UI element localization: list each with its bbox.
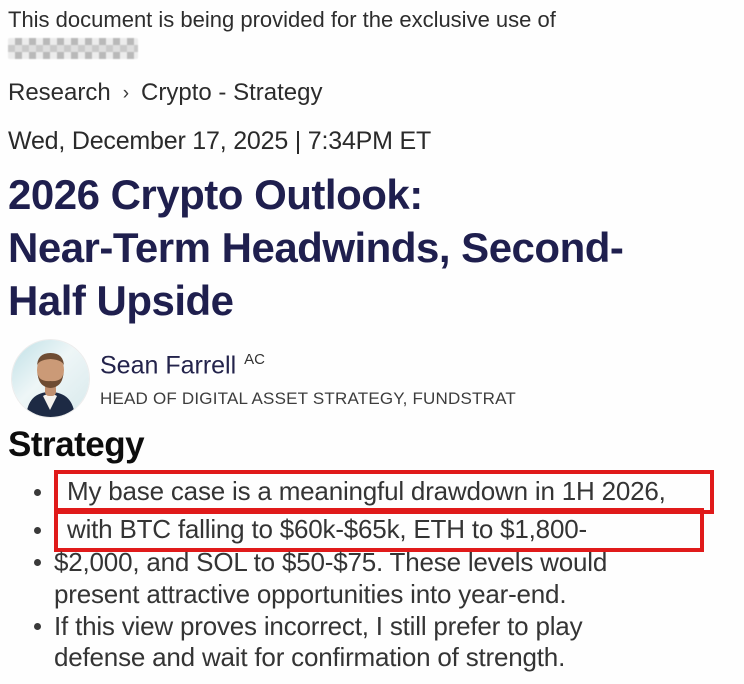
article-title	[8, 168, 623, 327]
bullet-text: present attractive opportunities into year-end.	[54, 579, 567, 609]
strategy-bullet-3-continued	[34, 579, 566, 610]
bullet-dot-icon	[34, 559, 41, 566]
article-title-line-1: 2026 Crypto Outlook:	[8, 171, 423, 218]
author-name-text: Sean Farrell	[100, 351, 237, 380]
author-avatar	[12, 340, 89, 417]
highlighted-text-box: My base case is a meaningful drawdown in 1H 2026,	[54, 470, 714, 514]
author-name[interactable]	[100, 351, 265, 380]
strategy-bullet-4	[34, 611, 582, 642]
bullet-dot-icon	[34, 527, 41, 534]
strategy-section-heading: Strategy	[8, 425, 145, 464]
bullet-dot-icon	[34, 623, 41, 630]
breadcrumb-crypto-strategy[interactable]: Crypto - Strategy	[141, 79, 323, 106]
bullet-dot-icon	[34, 489, 41, 496]
breadcrumb	[8, 79, 322, 107]
article-title-line-3: Half Upside	[8, 277, 234, 324]
strategy-bullet-4-continued	[34, 642, 565, 673]
redacted-recipient-name	[8, 38, 138, 59]
chevron-right-icon: ›	[122, 83, 130, 104]
breadcrumb-research[interactable]: Research	[8, 79, 111, 106]
author-ac-badge: AC	[244, 351, 266, 368]
bullet-text: $2,000, and SOL to $50-$75. These levels would	[54, 547, 608, 577]
publish-dateline: Wed, December 17, 2025 | 7:34PM ET	[8, 127, 432, 155]
highlighted-text-box: with BTC falling to $60k-$65k, ETH to $1,800-	[54, 508, 704, 552]
bullet-text: If this view proves incorrect, I still prefer to play	[54, 611, 583, 641]
exclusive-use-disclaimer: This document is being provided for the exclusive use of	[8, 7, 556, 32]
bullet-text: defense and wait for confirmation of strength.	[54, 642, 566, 672]
author-role: HEAD OF DIGITAL ASSET STRATEGY, FUNDSTRAT	[100, 389, 516, 408]
article-title-line-2: Near-Term Headwinds, Second-	[8, 224, 624, 271]
strategy-bullet-2	[34, 508, 704, 552]
author-portrait-icon	[12, 340, 89, 417]
strategy-bullet-3	[34, 547, 607, 578]
